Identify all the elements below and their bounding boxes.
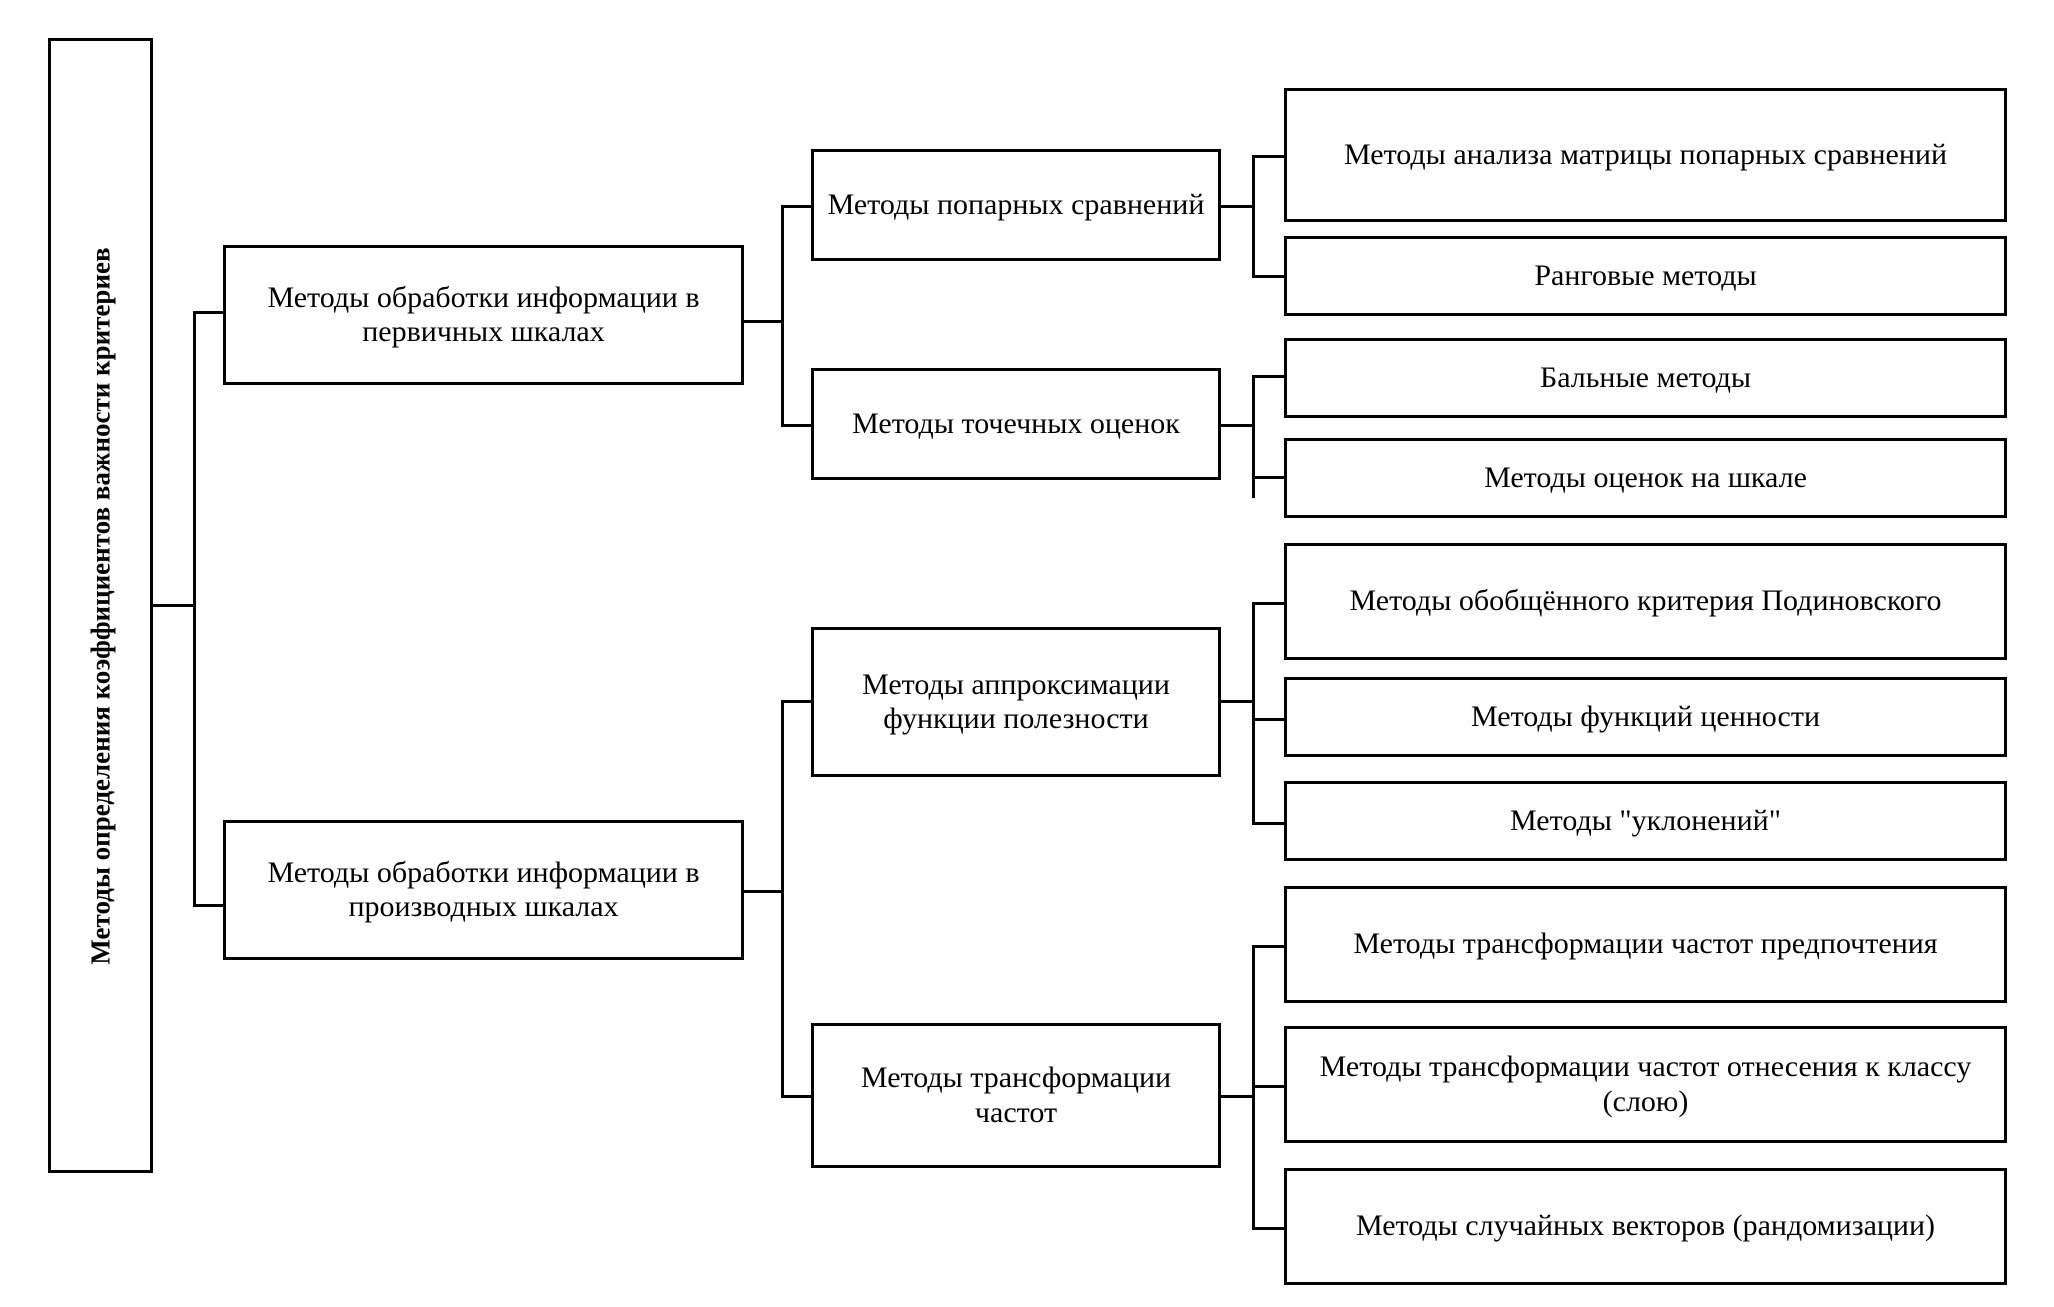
node-level2-utility-approximation[interactable] xyxy=(811,627,1221,777)
connector-level2-3-to-leaf-5 xyxy=(1252,602,1284,605)
node-leaf-preference-frequency-transformation-label: Методы трансформации частот предпочтения xyxy=(1353,927,1938,961)
node-leaf-score-methods-label: Бальные методы xyxy=(1539,360,1752,394)
node-level2-frequency-transformation[interactable] xyxy=(811,1023,1221,1168)
node-level1-primary-scales-label: Методы обработки информации в первичных шкалах xyxy=(267,280,700,348)
connector-level2-4-out xyxy=(1220,1095,1255,1098)
connector-level2-2-to-leaf-3 xyxy=(1252,375,1284,378)
node-leaf-random-vectors-randomization-label: Методы случайных векторов (рандомизации) xyxy=(1355,1209,1936,1243)
node-level1-derived-scales[interactable] xyxy=(223,820,744,960)
node-leaf-deviation-methods-label: Методы "уклонений" xyxy=(1510,803,1781,837)
connector-level2-4-to-leaf-9 xyxy=(1252,1085,1284,1088)
node-leaf-value-function-methods-label: Методы функций ценности xyxy=(1470,699,1821,733)
node-level2-utility-approximation-label: Методы аппроксимации функции полезности xyxy=(862,667,1170,735)
node-level1-primary-scales[interactable] xyxy=(223,245,744,385)
node-level2-pairwise-comparisons-label: Методы попарных сравнений xyxy=(827,187,1205,221)
connector-level2-2-vertical xyxy=(1252,375,1255,498)
node-level1-derived-scales-label: Методы обработки информации в производных шкалах xyxy=(267,855,700,923)
node-leaf-class-assignment-frequency-transformation-label: Методы трансформации частот отнесения к классу (слою) xyxy=(1319,1050,1972,1118)
node-leaf-score-methods[interactable] xyxy=(1284,338,2007,418)
connector-level2-3-out xyxy=(1220,700,1255,703)
node-leaf-rank-methods-label: Ранговые методы xyxy=(1534,258,1757,292)
node-level2-point-estimates-label: Методы точечных оценок xyxy=(852,406,1180,440)
node-level2-frequency-transformation-label: Методы трансформации частот xyxy=(860,1061,1172,1129)
connector-level2-3-to-leaf-6 xyxy=(1252,718,1284,721)
connector-level2-1-to-leaf-2 xyxy=(1252,275,1284,278)
node-leaf-podinovsky-generalized-criterion[interactable] xyxy=(1284,543,2007,660)
connector-level2-1-vertical xyxy=(1252,155,1255,278)
connector-level2-2-out xyxy=(1220,424,1255,427)
connector-level2-3-to-leaf-7 xyxy=(1252,822,1284,825)
node-leaf-pairwise-matrix-analysis[interactable] xyxy=(1284,88,2007,222)
connector-level1-1-to-level2-2 xyxy=(781,424,811,427)
node-level2-point-estimates[interactable] xyxy=(811,368,1221,480)
node-leaf-random-vectors-randomization[interactable] xyxy=(1284,1168,2007,1285)
node-leaf-podinovsky-generalized-criterion-label: Методы обобщённого критерия Подиновского xyxy=(1349,584,1942,618)
connector-level2-1-to-leaf-1 xyxy=(1252,155,1284,158)
connector-level2-2-to-leaf-4 xyxy=(1252,476,1284,479)
node-leaf-pairwise-matrix-analysis-label: Методы анализа матрицы попарных сравнений xyxy=(1343,137,1948,171)
connector-root-out xyxy=(153,604,195,607)
node-leaf-deviation-methods[interactable] xyxy=(1284,781,2007,861)
connector-level1-1-vertical xyxy=(781,205,784,427)
node-leaf-rank-methods[interactable] xyxy=(1284,236,2007,316)
connector-root-to-level1-1 xyxy=(193,311,223,314)
connector-level1-2-to-level2-3 xyxy=(781,700,811,703)
connector-level1-1-to-level2-1 xyxy=(781,205,811,208)
node-root[interactable] xyxy=(48,38,153,1173)
connector-level1-1-out xyxy=(744,320,784,323)
node-leaf-scale-estimation-methods-label: Методы оценок на шкале xyxy=(1484,460,1807,494)
connector-level2-1-out xyxy=(1220,205,1255,208)
connector-root-vertical xyxy=(193,311,196,907)
connector-level1-2-vertical xyxy=(781,700,784,1098)
node-root-label: Методы определения коэффициентов важности критериев xyxy=(85,246,115,965)
node-level2-pairwise-comparisons[interactable] xyxy=(811,149,1221,261)
connector-level2-4-to-leaf-8 xyxy=(1252,945,1284,948)
node-leaf-value-function-methods[interactable] xyxy=(1284,677,2007,757)
node-leaf-preference-frequency-transformation[interactable] xyxy=(1284,886,2007,1003)
connector-level2-3-vertical xyxy=(1252,602,1255,824)
connector-root-to-level1-2 xyxy=(193,904,223,907)
connector-level1-2-out xyxy=(744,890,784,893)
connector-level2-4-to-leaf-10 xyxy=(1252,1227,1284,1230)
node-leaf-class-assignment-frequency-transformation[interactable] xyxy=(1284,1026,2007,1143)
node-leaf-scale-estimation-methods[interactable] xyxy=(1284,438,2007,518)
connector-level1-2-to-level2-4 xyxy=(781,1095,811,1098)
